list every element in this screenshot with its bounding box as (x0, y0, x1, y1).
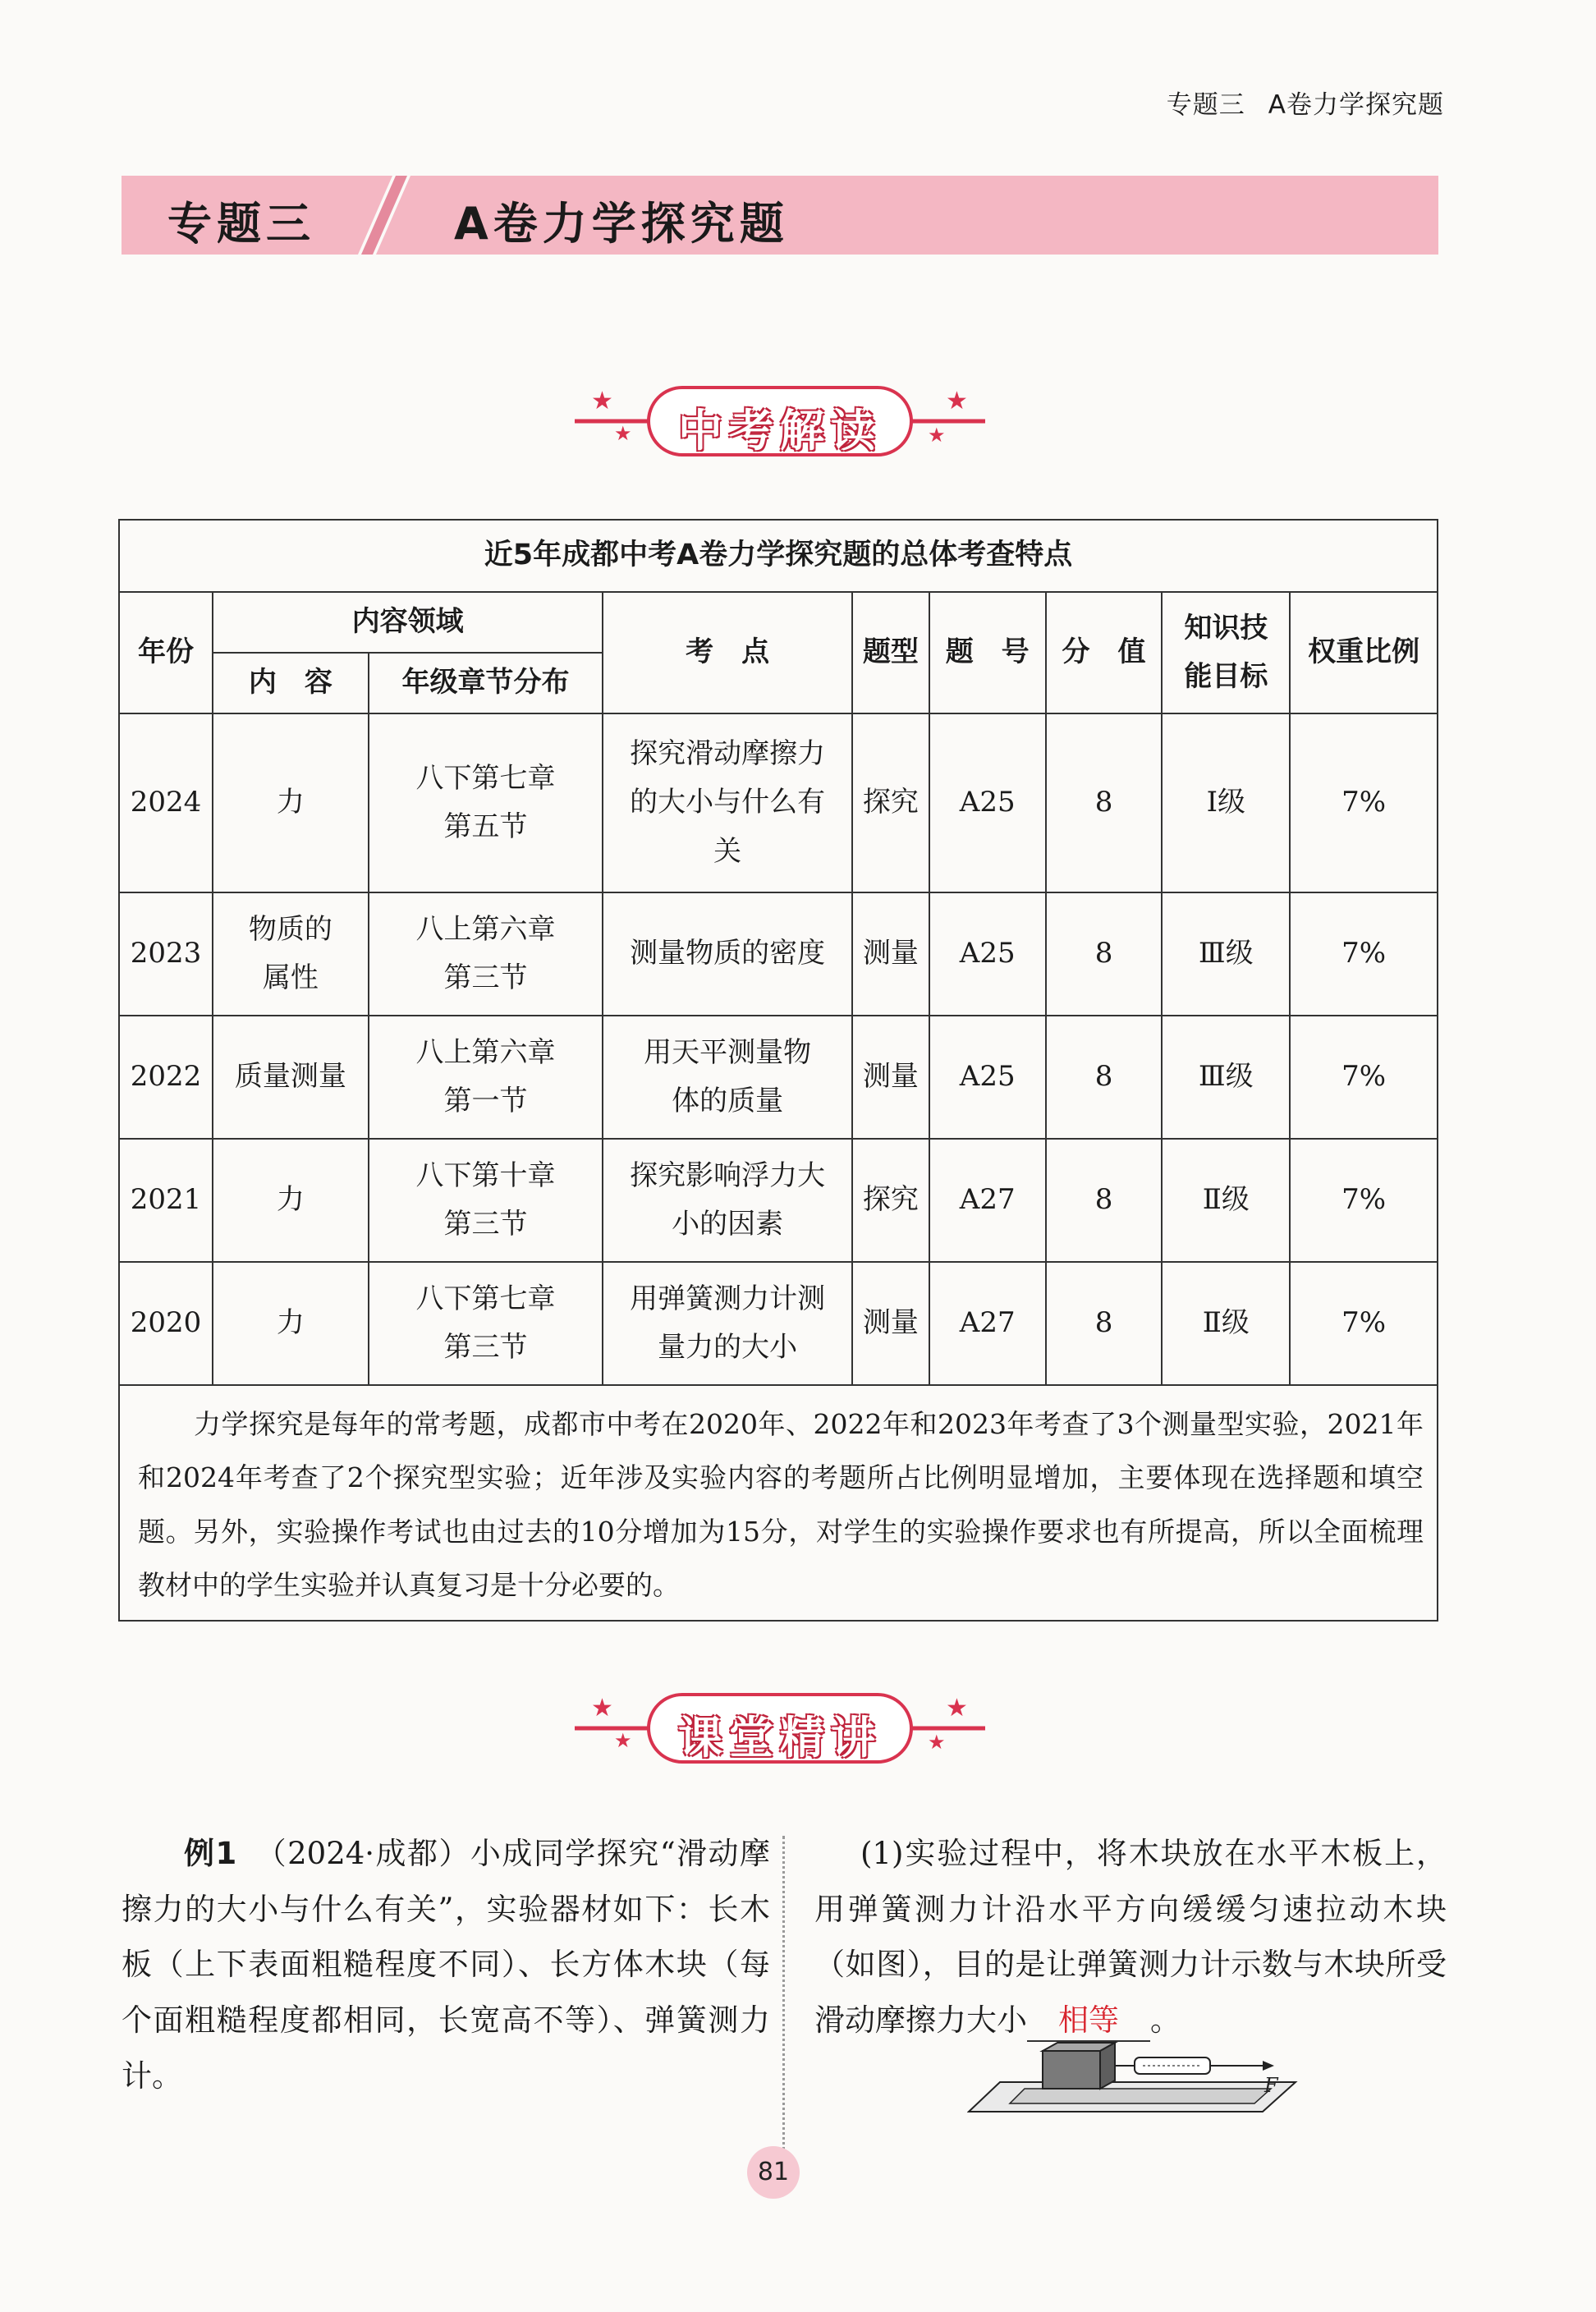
header-weight: 权重比例 (1290, 592, 1438, 713)
header-score: 分 值 (1046, 592, 1163, 713)
table-row (119, 1139, 1438, 1262)
experiment-figure (967, 2034, 1312, 2120)
cell-year: 2020 (119, 1262, 213, 1385)
cell-chapter: 八下第七章第五节 (369, 713, 603, 892)
example-text: （2024·成都）小成同学探究“滑动摩擦力的大小与什么有关”，实验器材如下：长木板（上下表面粗糙程度不同）、长方体木块（每个面粗糙程度都相同，长宽高不等）、弹簧测力计。 (122, 1836, 771, 2094)
cell-number: A25 (929, 713, 1046, 892)
svg-text:★: ★ (946, 1694, 968, 1723)
header-number: 题 号 (929, 592, 1046, 713)
cell-year: 2022 (119, 1016, 213, 1139)
cell-chapter: 八上第六章第三节 (369, 892, 603, 1016)
cell-weight: 7% (1290, 1139, 1438, 1262)
svg-text:★: ★ (591, 1694, 613, 1723)
force-label: F (1264, 2074, 1278, 2097)
svg-text:★: ★ (591, 387, 613, 415)
cell-goal: Ⅱ级 (1162, 1262, 1290, 1385)
cell-chapter: 八上第六章第一节 (369, 1016, 603, 1139)
cell-number: A25 (929, 892, 1046, 1016)
cell-point: 用弹簧测力计测量力的大小 (603, 1262, 852, 1385)
table-row (119, 1016, 1438, 1139)
header-year: 年份 (119, 592, 213, 713)
cell-goal: Ⅲ级 (1162, 892, 1290, 1016)
cell-score: 8 (1046, 713, 1163, 892)
table-row (119, 892, 1438, 1016)
banner-title: A卷力学探究题 (454, 198, 789, 250)
cell-year: 2021 (119, 1139, 213, 1262)
cell-chapter: 八下第七章第三节 (369, 1262, 603, 1385)
cell-point: 用天平测量物体的质量 (603, 1016, 852, 1139)
cell-year: 2023 (119, 892, 213, 1016)
cell-type: 测量 (852, 1016, 929, 1139)
cell-chapter: 八下第十章第三节 (369, 1139, 603, 1262)
table-summary: 力学探究是每年的常考题，成都市中考在2020年、2022年和2023年考查了3个测量型实验，2021年和2024年考查了2个探究型实验；近年涉及实验内容的考题所占比例明显增加，主要体现在选择题和填空题。另外，实验操作考试也由过去的10分增加为15分，对学生的实验操作要求也有所提高，所以全面梳理教材中的学生实验并认真复习是十分必要的。 (119, 1385, 1438, 1621)
cell-weight: 7% (1290, 892, 1438, 1016)
class-lecture-label: 课堂精讲 (678, 1712, 882, 1764)
cell-score: 8 (1046, 1262, 1163, 1385)
cell-point: 测量物质的密度 (603, 892, 852, 1016)
column-divider (782, 1836, 785, 2181)
title-banner (122, 176, 1438, 255)
header-chapter: 年级章节分布 (369, 653, 603, 713)
cell-weight: 7% (1290, 1262, 1438, 1385)
table-row (119, 713, 1438, 892)
header-goal: 知识技能目标 (1162, 592, 1290, 713)
board-block-diagram (967, 2034, 1312, 2117)
cell-point: 探究滑动摩擦力的大小与什么有关 (603, 713, 852, 892)
cell-type: 测量 (852, 892, 929, 1016)
svg-text:★: ★ (928, 424, 946, 447)
cell-goal: Ⅰ级 (1162, 713, 1290, 892)
cell-goal: Ⅱ级 (1162, 1139, 1290, 1262)
cell-score: 8 (1046, 1139, 1163, 1262)
cell-score: 8 (1046, 892, 1163, 1016)
cell-number: A27 (929, 1139, 1046, 1262)
running-header-title: A卷力学探究题 (1268, 90, 1444, 120)
question-end: 。 (1150, 2002, 1181, 2039)
cell-content: 力 (213, 1139, 369, 1262)
cell-weight: 7% (1290, 1016, 1438, 1139)
cell-goal: Ⅲ级 (1162, 1016, 1290, 1139)
banner-section: 专题三 (167, 198, 315, 250)
answer-blank: 相等 (1027, 2001, 1150, 2042)
cell-content: 物质的属性 (213, 892, 369, 1016)
exam-feature-table (118, 519, 1438, 1622)
example-label: 例1 (184, 1836, 237, 1871)
header-point: 考 点 (603, 592, 852, 713)
header-type: 题型 (852, 592, 929, 713)
cell-score: 8 (1046, 1016, 1163, 1139)
header-content: 内 容 (213, 653, 369, 713)
svg-text:★: ★ (928, 1731, 946, 1754)
cell-type: 探究 (852, 713, 929, 892)
table-row (119, 1262, 1438, 1385)
cell-content: 力 (213, 1262, 369, 1385)
running-header-section: 专题三 (1166, 90, 1245, 120)
cell-number: A27 (929, 1262, 1046, 1385)
class-lecture-badge (566, 1683, 993, 1773)
question-text: (1)实验过程中，将木块放在水平木板上，用弹簧测力计沿水平方向缓缓匀速拉动木块（如图），目的是让弹簧测力计示数与木块所受滑动摩擦力大小 (814, 1836, 1447, 2039)
cell-content: 质量测量 (213, 1016, 369, 1139)
cell-type: 探究 (852, 1139, 929, 1262)
table-caption: 近5年成都中考A卷力学探究题的总体考查特点 (119, 520, 1438, 592)
cell-year: 2024 (119, 713, 213, 892)
cell-content: 力 (213, 713, 369, 892)
page-number: 81 (747, 2146, 800, 2199)
question-1 (814, 1826, 1447, 2048)
header-domain: 内容领域 (213, 592, 603, 653)
exam-reading-label: 中考解读 (678, 405, 882, 456)
cell-weight: 7% (1290, 713, 1438, 892)
running-header (1167, 84, 1444, 121)
exam-reading-badge (566, 376, 993, 466)
cell-number: A25 (929, 1016, 1046, 1139)
svg-text:★: ★ (946, 387, 968, 415)
svg-text:★: ★ (614, 422, 632, 445)
example-1 (122, 1826, 770, 2104)
cell-point: 探究影响浮力大小的因素 (603, 1139, 852, 1262)
cell-type: 测量 (852, 1262, 929, 1385)
svg-text:★: ★ (614, 1729, 632, 1752)
